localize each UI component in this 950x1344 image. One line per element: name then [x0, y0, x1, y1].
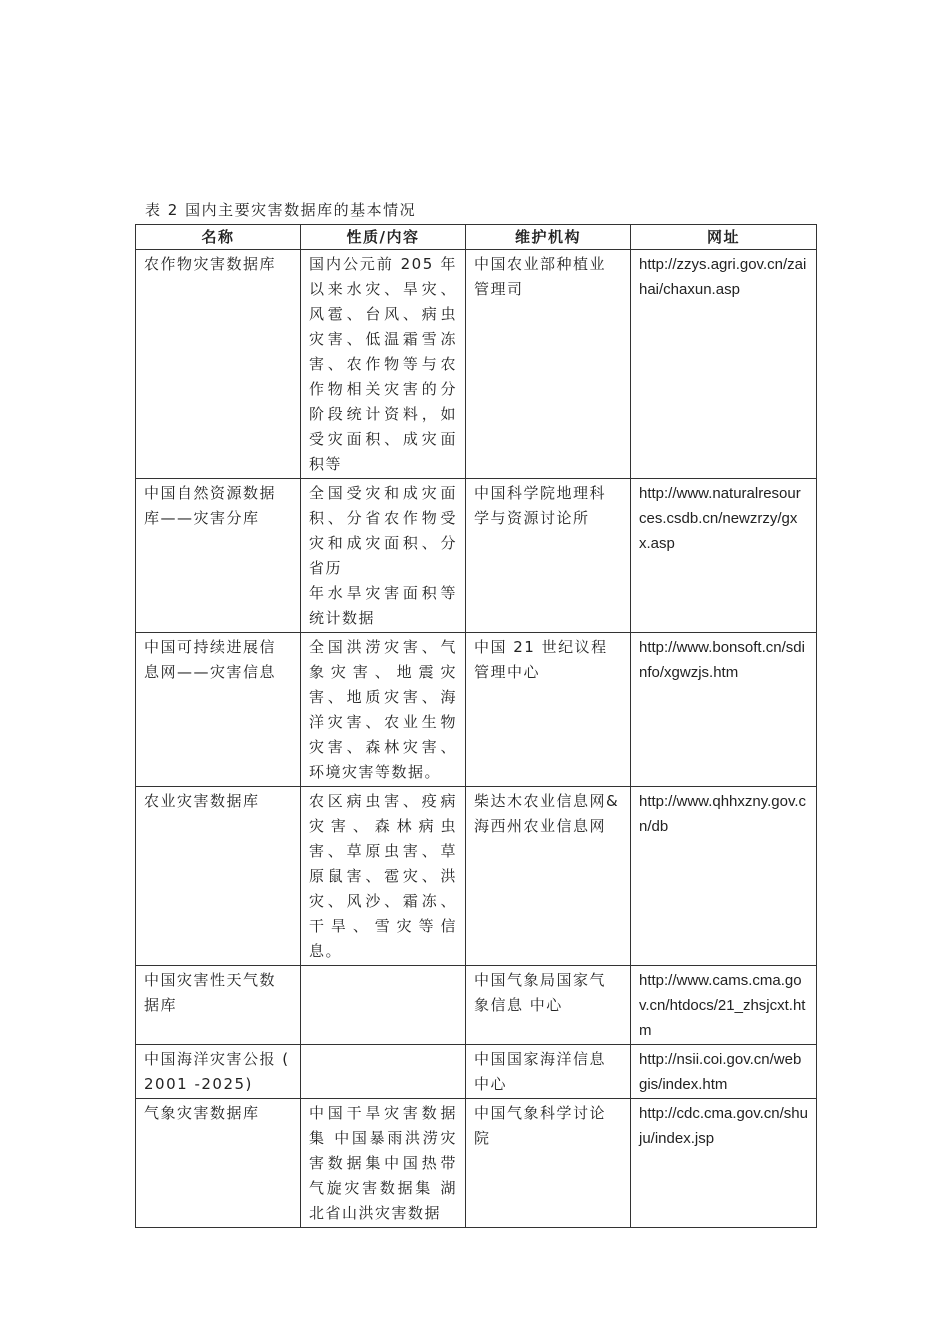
cell-url[interactable]: http://www.cams.cma.gov.cn/htdocs/21_zhsjcxt.htm	[631, 966, 817, 1045]
cell-org: 中国气象科学讨论院	[466, 1099, 631, 1228]
cell-content	[301, 966, 466, 1045]
cell-url[interactable]: http://cdc.cma.gov.cn/shuju/index.jsp	[631, 1099, 817, 1228]
cell-name: 农业灾害数据库	[136, 787, 301, 966]
table-row	[136, 250, 817, 479]
cell-content: 中国干旱灾害数据集 中国暴雨洪涝灾害数据集中国热带气旋灾害数据集 湖北省山洪灾害数据	[301, 1099, 466, 1228]
cell-url[interactable]: http://www.naturalresources.csdb.cn/newzrzy/gxx.asp	[631, 479, 817, 633]
cell-content: 农区病虫害、疫病灾害、森林病虫害、草原虫害、草原鼠害、雹灾、洪灾、风沙、霜冻、干旱、雪灾等信息。	[301, 787, 466, 966]
cell-url[interactable]: http://www.bonsoft.cn/sdinfo/xgwzjs.htm	[631, 633, 817, 787]
cell-org: 中国 21 世纪议程管理中心	[466, 633, 631, 787]
header-content: 性质/内容	[301, 225, 466, 250]
cell-url[interactable]: http://www.qhhxzny.gov.cn/db	[631, 787, 817, 966]
cell-name: 中国灾害性天气数据库	[136, 966, 301, 1045]
cell-org: 中国国家海洋信息中心	[466, 1045, 631, 1099]
table-row	[136, 1099, 817, 1228]
cell-content	[301, 1045, 466, 1099]
cell-name: 中国海洋灾害公报 ( 2001 -2025)	[136, 1045, 301, 1099]
cell-org: 中国农业部种植业管理司	[466, 250, 631, 479]
disaster-database-table	[135, 224, 817, 1228]
table-row	[136, 787, 817, 966]
table-header-row	[136, 225, 817, 250]
table-row	[136, 479, 817, 633]
cell-url[interactable]: http://zzys.agri.gov.cn/zaihai/chaxun.asp	[631, 250, 817, 479]
table-row	[136, 633, 817, 787]
table-row	[136, 966, 817, 1045]
cell-name: 气象灾害数据库	[136, 1099, 301, 1228]
cell-content: 全国受灾和成灾面积、分省农作物受灾和成灾面积、分省历 年水旱灾害面积等统计数据	[301, 479, 466, 633]
cell-org: 柴达木农业信息网&海西州农业信息网	[466, 787, 631, 966]
cell-org: 中国科学院地理科学与资源讨论所	[466, 479, 631, 633]
cell-name: 农作物灾害数据库	[136, 250, 301, 479]
table-caption: 表 2 国内主要灾害数据库的基本情况	[145, 201, 417, 219]
cell-name: 中国可持续进展信息网——灾害信息	[136, 633, 301, 787]
cell-name: 中国自然资源数据库——灾害分库	[136, 479, 301, 633]
cell-content: 全国洪涝灾害、气象灾害、地震灾害、地质灾害、海洋灾害、农业生物灾害、森林灾害、环境灾害等数据。	[301, 633, 466, 787]
table-row	[136, 1045, 817, 1099]
cell-org: 中国气象局国家气象信息 中心	[466, 966, 631, 1045]
header-name: 名称	[136, 225, 301, 250]
header-org: 维护机构	[466, 225, 631, 250]
cell-content: 国内公元前 205 年以来水灾、旱灾、风雹、台风、病虫灾害、低温霜雪冻害、农作物等与农作物相关灾害的分阶段统计资料，如受灾面积、成灾面积等	[301, 250, 466, 479]
header-url: 网址	[631, 225, 817, 250]
cell-url[interactable]: http://nsii.coi.gov.cn/webgis/index.htm	[631, 1045, 817, 1099]
